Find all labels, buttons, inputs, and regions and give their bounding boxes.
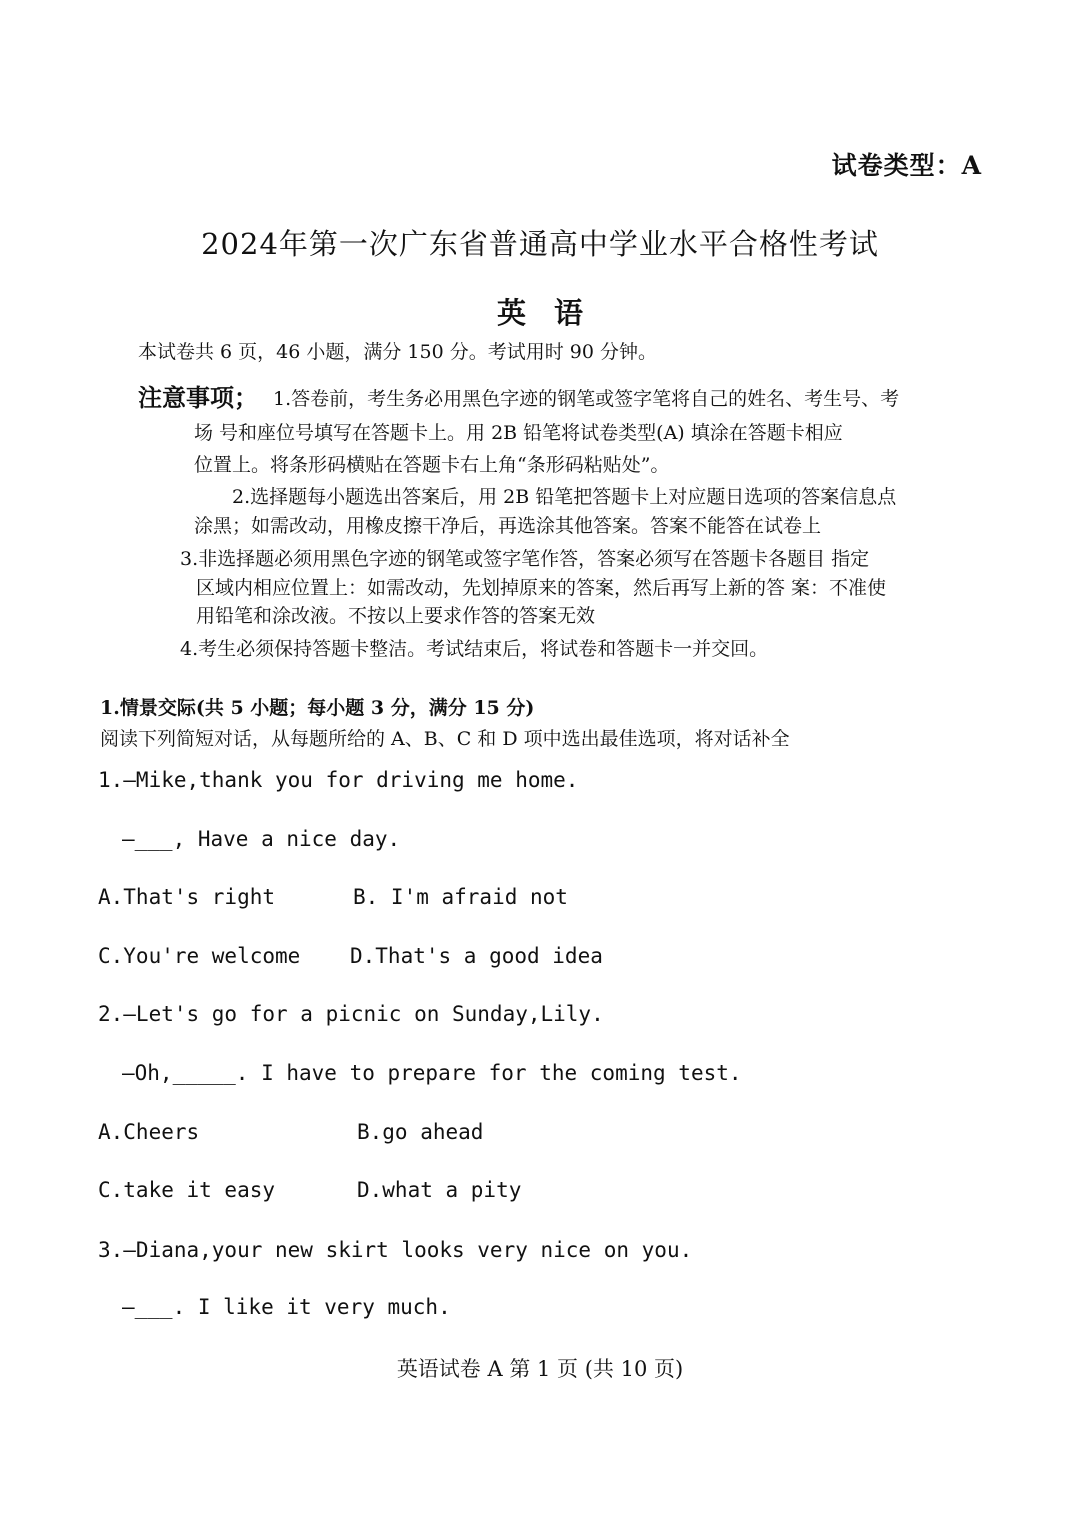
option-d: D.That's a good idea <box>350 944 603 968</box>
notes-line: 场 号和座位号填写在答题卡上。用 2B 铅笔将试卷类型(A) 填涂在答题卡相应 <box>194 422 843 444</box>
notes-line: 1.答卷前，考生务必用黑色字迹的钢笔或签字笔将自己的姓名、考生号、考 <box>273 388 900 410</box>
option-c: C.You're welcome <box>98 944 301 968</box>
option-d: D.what a pity <box>357 1178 522 1202</box>
notes-heading: 注意事项； <box>138 383 258 412</box>
exam-info: 本试卷共 6 页，46 小题，满分 150 分。考试用时 90 分钟。 <box>138 341 657 363</box>
notes-line: 区域内相应位置上：如需改动，先划掉原来的答案，然后再写上新的答 案：不准使 <box>196 577 887 599</box>
option-b: B. I'm afraid not <box>353 885 568 909</box>
exam-title: 2024年第一次广东省普通高中学业水平合格性考试 <box>201 227 879 261</box>
section-instruction: 阅读下列简短对话，从每题所给的 A、B、C 和 D 项中选出最佳选项，将对话补全 <box>100 728 790 750</box>
question-prompt: 2.—Let's go for a picnic on Sunday,Lily. <box>98 1002 604 1026</box>
question-reply: —Oh,_____. I have to prepare for the coming test. <box>122 1061 742 1085</box>
notes-line: 3.非选择题必须用黑色字迹的钢笔或签字笔作答，答案必须写在答题卡各题目 指定 <box>180 548 870 570</box>
option-a: A.That's right <box>98 885 276 909</box>
notes-line: 涂黑；如需改动，用橡皮擦干净后，再选涂其他答案。答案不能答在试卷上 <box>194 515 822 537</box>
notes-line: 位置上。将条形码横贴在答题卡右上角“条形码粘贴处”。 <box>194 454 670 476</box>
notes-line: 用铅笔和涂改液。不按以上要求作答的答案无效 <box>196 605 596 627</box>
question-prompt: 1.—Mike,thank you for driving me home. <box>98 768 579 792</box>
question-reply: —___. I like it very much. <box>122 1295 451 1319</box>
subject-title: 英语 <box>496 296 611 330</box>
paper-type-label: 试卷类型：A <box>831 151 982 180</box>
notes-line: 4.考生必须保持答题卡整洁。考试结束后，将试卷和答题卡一并交回。 <box>180 638 769 660</box>
notes-line: 2.选择题每小题选出答案后，用 2B 铅笔把答题卡上对应题日选项的答案信息点 <box>232 486 897 508</box>
page-footer: 英语试卷 A 第 1 页 (共 10 页) <box>396 1357 684 1381</box>
option-b: B.go ahead <box>357 1120 484 1144</box>
option-c: C.take it easy <box>98 1178 276 1202</box>
option-a: A.Cheers <box>98 1120 200 1144</box>
section-title: 1.情景交际(共 5 小题；每小题 3 分，满分 15 分) <box>100 697 535 719</box>
question-reply: —___, Have a nice day. <box>122 827 401 851</box>
question-prompt: 3.—Diana,your new skirt looks very nice on you. <box>98 1238 693 1262</box>
